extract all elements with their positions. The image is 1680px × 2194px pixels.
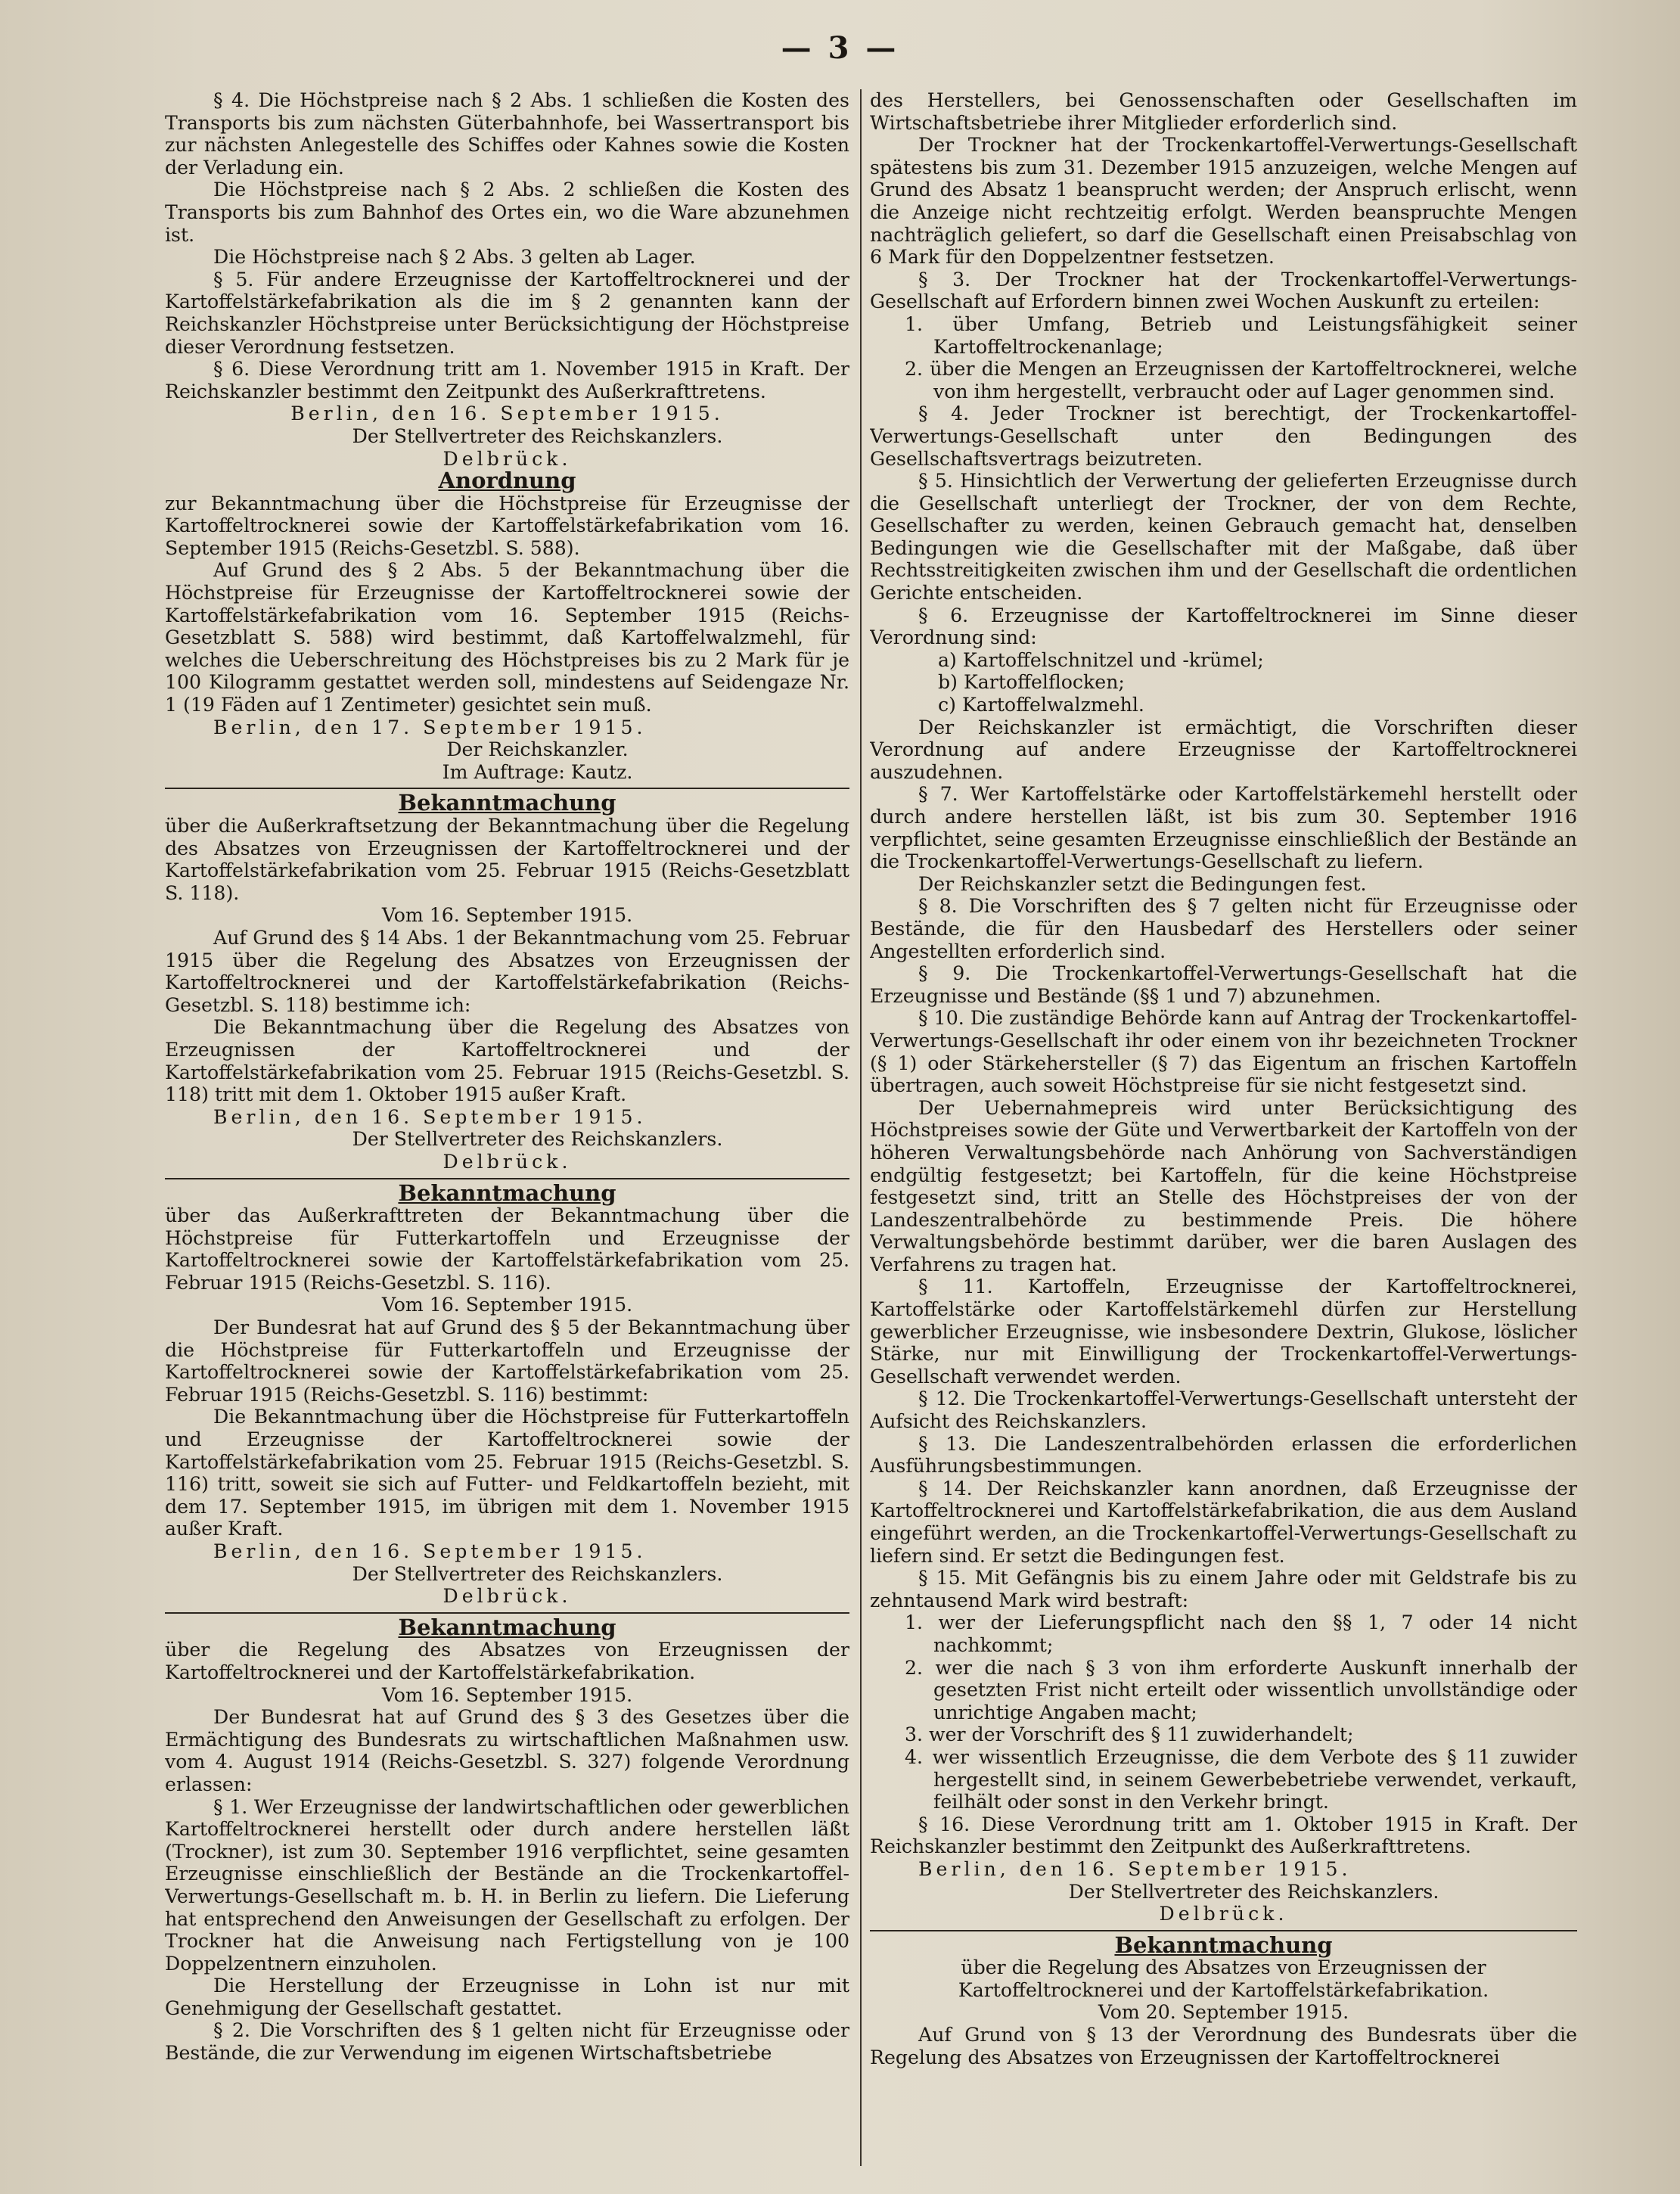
bekanntmachung-1-body-2: Die Bekanntmachung über die Regelung des Absatzes von Erzeugnissen der Kartoffeltrocknerei und der Kartoffelstärkefabrikation vom 25. Februar 1915 (Reichs-Gesetzbl. S. 118) tritt mit dem 1. Oktober 1915 außer Kraft. [165, 1016, 849, 1106]
signature-place-date: Berlin, den 16. September 1915. [918, 1857, 1352, 1880]
paragraph-s6-abs2: Der Reichskanzler ist ermächtigt, die Vorschriften dieser Verordnung auf andere Erzeugnisse der Kartoffeltrocknerei auszudehnen. [870, 716, 1577, 783]
paragraph-s7: § 7. Wer Kartoffelstärke oder Kartoffelstärkemehl herstellt oder durch andere herstellen läßt, ist bis zum 30. September 1916 verpflichtet, seine gesamten Erzeugnisse einschließlich der Bestände an die Trockenkartoffel-Verwertungs-Gesellschaft zu liefern. [870, 783, 1577, 873]
anordnung-subtitle: zur Bekanntmachung über die Höchstpreise für Erzeugnisse der Kartoffeltrocknerei sowie der Kartoffelstärkefabrikation vom 16. September 1915 (Reichs-Gesetzbl. S. 588). [165, 492, 849, 559]
paragraph-s4-abs3: Die Höchstpreise nach § 2 Abs. 3 gelten ab Lager. [213, 246, 696, 269]
bekanntmachung-1-place-date: Berlin, den 16. September 1915. [213, 1105, 647, 1128]
bekanntmachung-3-date: Vom 16. September 1915. [381, 1683, 633, 1706]
bekanntmachung-2-body-2: Die Bekanntmachung über die Höchstpreise für Futterkartoffeln und Erzeugnisse der Kartoffeltrocknerei sowie der Kartoffelstärkefabrikation vom 25. Februar 1915 (Reichs-Gesetzbl. S. 116) tritt, soweit sie sich auf Futter- und Feldkartoffeln bezieht, mit dem 17. September 1915, im übrigen mit dem 1. November 1915 außer Kraft. [165, 1406, 849, 1540]
page-number: — 3 — [781, 30, 899, 66]
list-item: 4. wer wissentlich Erzeugnisse, die dem Verbote des § 11 zuwider hergestellt sind, in seinem Gewerbebetriebe verwendet, verkauft, feilhält oder sonst in den Verkehr bringt. [905, 1745, 1577, 1813]
bekanntmachung-4-subtitle: über die Regelung des Absatzes von Erzeugnissen der Kartoffeltrocknerei und der Kartoffelstärkefabrikation. [958, 1956, 1489, 2001]
paragraph-s12: § 12. Die Trockenkartoffel-Verwertungs-Gesellschaft untersteht der Aufsicht des Reichskanzlers. [870, 1388, 1577, 1433]
bekanntmachung-1-body: Auf Grund des § 14 Abs. 1 der Bekanntmachung vom 25. Februar 1915 über die Regelung des Absatzes von Erzeugnissen der Kartoffeltrocknerei und der Kartoffelstärkefabrikation (Reichs-Gesetzbl. S. 118) bestimme ich: [165, 926, 849, 1016]
heading-bekanntmachung-4: Bekanntmachung [1114, 1931, 1333, 1958]
paragraph-s11: § 11. Kartoffeln, Erzeugnisse der Kartoffeltrocknerei, Kartoffelstärke oder Kartoffelstärkemehl dürfen zur Herstellung gewerblicher Erzeugnisse, wie insbesondere Dextrin, Glukose, löslicher Stärke, nur mit Einwilligung der Trockenkartoffel-Verwertungs-Gesellschaft verwendet werden. [870, 1276, 1577, 1388]
paragraph-s2-cont: des Herstellers, bei Genossenschaften oder Gesellschaften im Wirtschaftsbetriebe ihrer Mitglieder erforderlich sind. [870, 89, 1577, 134]
heading-bekanntmachung-3: Bekanntmachung [398, 1614, 616, 1640]
list-item: 1. über Umfang, Betrieb und Leistungsfähigkeit seiner Kartoffeltrockenanlage; [905, 312, 1577, 358]
bekanntmachung-2-body: Der Bundesrat hat auf Grund des § 5 der Bekanntmachung über die Höchstpreise für Futterkartoffeln und Erzeugnisse der Kartoffeltrocknerei sowie der Kartoffelstärkefabrikation vom 25. Februar 1915 (Reichs-Gesetzbl. S. 116) bestimmt: [165, 1316, 849, 1406]
bekanntmachung-2-role: Der Stellvertreter des Reichskanzlers. [352, 1562, 723, 1585]
paragraph-s15: § 15. Mit Gefängnis bis zu einem Jahre oder mit Geldstrafe bis zu zehntausend Mark wird bestraft: [870, 1567, 1577, 1611]
paragraph-s16: § 16. Diese Verordnung tritt am 1. Oktober 1915 in Kraft. Der Reichskanzler bestimmt den Zeitpunkt des Außerkrafttretens. [870, 1813, 1577, 1858]
heading-bekanntmachung-2: Bekanntmachung [398, 1179, 616, 1206]
section-rule [165, 1612, 849, 1614]
bekanntmachung-1-signature: Delbrück. [443, 1150, 572, 1173]
signature-role: Der Stellvertreter des Reichskanzlers. [1068, 1880, 1439, 1903]
bekanntmachung-4-body: Auf Grund von § 13 der Verordnung des Bundesrats über die Regelung des Absatzes von Erzeugnissen der Kartoffeltrocknerei [870, 2024, 1577, 2068]
bekanntmachung-1-date: Vom 16. September 1915. [381, 904, 633, 927]
left-column [165, 89, 849, 2150]
paragraph-s10: § 10. Die zuständige Behörde kann auf Antrag der Trockenkartoffel-Verwertungs-Gesellschaft ihr oder einem von ihr bezeichneten Trockner (§ 1) oder Stärkehersteller (§ 7) das Eigentum an frischen Kartoffeln übertragen, auch soweit Höchstpreise für sie nicht festgesetzt sind. [870, 1007, 1577, 1097]
signature-place-date: Berlin, den 16. September 1915. [290, 402, 724, 425]
paragraph-s3: § 3. Der Trockner hat der Trockenkartoffel-Verwertungs-Gesellschaft auf Erfordern binnen zwei Wochen Auskunft zu erteilen: [870, 268, 1577, 313]
column-divider [860, 89, 862, 2166]
list-item: c) Kartoffelwalzmehl. [938, 694, 1144, 716]
list-item: 1. wer der Lieferungspflicht nach den §§ 1, 7 oder 14 nicht nachkommt; [905, 1611, 1577, 1656]
paragraph-s4-right: § 4. Jeder Trockner ist berechtigt, der Trockenkartoffel-Verwertungs-Gesellschaft unter den Bedingungen des Gesellschaftsvertrags beizutreten. [870, 402, 1577, 470]
anordnung-place-date: Berlin, den 17. September 1915. [213, 716, 647, 738]
heading-anordnung: Anordnung [438, 468, 576, 494]
paragraph-s4-abs2: Die Höchstpreise nach § 2 Abs. 2 schließen die Kosten des Transports bis zum Bahnhof des Ortes ein, wo die Ware abzunehmen ist. [165, 179, 849, 246]
paragraph-s5: § 5. Für andere Erzeugnisse der Kartoffeltrocknerei und der Kartoffelstärkefabrikation als die im § 2 genannten kann der Reichskanzler Höchstpreise unter Berücksichtigung der Höchstpreise dieser Verordnung festsetzen. [165, 268, 849, 358]
paragraph-s1: § 1. Wer Erzeugnisse der landwirtschaftlichen oder gewerblichen Kartoffeltrocknerei herstellt oder durch andere herstellen läßt (Trockner), ist zum 30. September 1916 verpflichtet, seine gesamten Erzeugnisse einschließlich der Bestände an die Trockenkartoffel-Verwertungs-Gesellschaft m. b. H. in Berlin zu liefern. Die Lieferung hat entsprechend den Anweisungen der Gesellschaft zu erfolgen. Der Trockner hat die Anweisung nach Fertigstellung von je 100 Doppelzentnern einzuholen. [165, 1795, 849, 1975]
paragraph-s5-right: § 5. Hinsichtlich der Verwertung der gelieferten Erzeugnisse durch die Gesellschaft unterliegt der Trockner, der von dem Rechte, Gesellschafter zu werden, keinen Gebrauch gemacht hat, denselben Bedingungen wie die Gesellschafter mit der Maßgabe, daß über Rechtsstreitigkeiten zwischen ihm und der Gesellschaft die ordentlichen Gerichte entscheiden. [870, 470, 1577, 604]
bekanntmachung-4-date: Vom 20. September 1915. [1098, 2001, 1349, 2024]
section-rule [165, 1178, 849, 1179]
list-item: b) Kartoffelflocken; [938, 671, 1125, 694]
heading-bekanntmachung-1: Bekanntmachung [398, 790, 616, 816]
bekanntmachung-3-body: Der Bundesrat hat auf Grund des § 3 des Gesetzes über die Ermächtigung des Bundesrats zu wirtschaftlichen Maßnahmen usw. vom 4. August 1914 (Reichs-Gesetzbl. S. 327) folgende Verordnung erlassen: [165, 1706, 849, 1795]
paragraph-s1-abs2: Die Herstellung der Erzeugnisse in Lohn ist nur mit Genehmigung der Gesellschaft gestattet. [165, 1975, 849, 2019]
bekanntmachung-1-subtitle: über die Außerkraftsetzung der Bekanntmachung über die Regelung des Absatzes von Erzeugnissen der Kartoffeltrocknerei und der Kartoffelstärkefabrikation vom 25. Februar 1915 (Reichs-Gesetzblatt S. 118). [165, 815, 849, 904]
bekanntmachung-2-place-date: Berlin, den 16. September 1915. [213, 1540, 647, 1562]
paragraph-s6: § 6. Diese Verordnung tritt am 1. November 1915 in Kraft. Der Reichskanzler bestimmt den Zeitpunkt des Außerkrafttretens. [165, 358, 849, 402]
paragraph-s10-abs2: Der Uebernahmepreis wird unter Berücksichtigung des Höchstpreises sowie der Güte und Verwertbarkeit der Kartoffeln von der höheren Verwaltungsbehörde nach Anhörung von Sachverständigen endgültig festgesetzt; bei Kartoffeln, für die keine Höchstpreise festgesetzt sind, tritt an Stelle des Höchstpreises der von der Landeszentralbehörde zu bestimmende Preis. Die höhere Verwaltungsbehörde bestimmt darüber, wer die baren Auslagen des Verfahrens zu tragen hat. [870, 1096, 1577, 1276]
paragraph-s2: § 2. Die Vorschriften des § 1 gelten nicht für Erzeugnisse oder Bestände, die zur Verwendung im eigenen Wirtschaftsbetriebe [165, 2019, 849, 2065]
paragraph-s6-right: § 6. Erzeugnisse der Kartoffeltrocknerei im Sinne dieser Verordnung sind: [870, 604, 1577, 649]
list-item: a) Kartoffelschnitzel und -krümel; [938, 648, 1264, 671]
paragraph-s2-abs2: Der Trockner hat der Trockenkartoffel-Verwertungs-Gesellschaft spätestens bis zum 31. Dezember 1915 anzuzeigen, welche Mengen auf Grund des Absatz 1 beansprucht werden; der Anspruch erlischt, wenn die Anzeige nicht rechtzeitig erfolgt. Werden beanspruchte Mengen nachträglich geliefert, so darf die Gesellschaft einen Preisabschlag von 6 Mark für den Doppelzentner festsetzen. [870, 134, 1577, 269]
list-item: 3. wer der Vorschrift des § 11 zuwiderhandelt; [905, 1723, 1354, 1746]
paragraph-s8: § 8. Die Vorschriften des § 7 gelten nicht für Erzeugnisse oder Bestände, die für den Hausbedarf des Herstellers oder seiner Angestellten erforderlich sind. [870, 895, 1577, 962]
bekanntmachung-1-role: Der Stellvertreter des Reichskanzlers. [352, 1128, 723, 1151]
bekanntmachung-2-signature: Delbrück. [443, 1585, 572, 1608]
anordnung-role: Der Reichskanzler. [446, 738, 629, 761]
paragraph-s14: § 14. Der Reichskanzler kann anordnen, daß Erzeugnisse der Kartoffeltrocknerei und Kartoffelstärkefabrikation, die aus dem Ausland eingeführt werden, an die Trockenkartoffel-Verwertungs-Gesellschaft zu liefern sind. Er setzt die Bedingungen fest. [870, 1477, 1577, 1567]
bekanntmachung-2-date: Vom 16. September 1915. [381, 1294, 633, 1316]
paragraph-s9: § 9. Die Trockenkartoffel-Verwertungs-Gesellschaft hat die Erzeugnisse und Bestände (§§ 1 und 7) abzunehmen. [870, 962, 1577, 1007]
paragraph-s4: § 4. Die Höchstpreise nach § 2 Abs. 1 schließen die Kosten des Transports bis zum nächsten Güterbahnhofe, bei Wassertransport bis zur nächsten Anlegestelle des Schiffes oder Kahnes sowie die Kosten der Verladung ein. [165, 89, 849, 179]
paragraph-s13: § 13. Die Landeszentralbehörden erlassen die erforderlichen Ausführungsbestimmungen. [870, 1432, 1577, 1478]
bekanntmachung-2-subtitle: über das Außerkrafttreten der Bekanntmachung über die Höchstpreise für Futterkartoffeln und Erzeugnisse der Kartoffeltrocknerei sowie der Kartoffelstärkefabrikation vom 25. Februar 1915 (Reichs-Gesetzbl. S. 116). [165, 1204, 849, 1294]
signature-name: Delbrück. [443, 447, 572, 470]
section-rule [165, 788, 849, 789]
list-item: 2. über die Mengen an Erzeugnissen der Kartoffeltrocknerei, welche von ihm hergestellt, verbraucht oder auf Lager genommen sind. [905, 358, 1577, 402]
anordnung-signature: Im Auftrage: Kautz. [442, 760, 633, 783]
anordnung-body: Auf Grund des § 2 Abs. 5 der Bekanntmachung über die Höchstpreise für Erzeugnisse der Kartoffeltrocknerei sowie der Kartoffelstärkefabrikation vom 16. September 1915 (Reichs-Gesetzblatt S. 588) wird bestimmt, daß Kartoffelwalzmehl, für welches die Ueberschreitung des Höchstpreises bis zu 2 Mark für je 100 Kilogramm gestattet werden soll, mindestens auf Seidengaze Nr. 1 (19 Fäden auf 1 Zentimeter) gesichtet sein muß. [165, 559, 849, 716]
list-item: 2. wer die nach § 3 von ihm erforderte Auskunft innerhalb der gesetzten Frist nicht erteilt oder wissentlich unvollständige oder unrichtige Angaben macht; [905, 1656, 1577, 1723]
section-rule [870, 1930, 1577, 1931]
right-column [870, 89, 1577, 2150]
signature-name: Delbrück. [1159, 1903, 1288, 1925]
bekanntmachung-3-subtitle: über die Regelung des Absatzes von Erzeugnissen der Kartoffeltrocknerei und der Kartoffelstärkefabrikation. [165, 1639, 849, 1683]
signature-role: Der Stellvertreter des Reichskanzlers. [352, 424, 723, 447]
paragraph-s7-abs2: Der Reichskanzler setzt die Bedingungen fest. [918, 872, 1367, 895]
